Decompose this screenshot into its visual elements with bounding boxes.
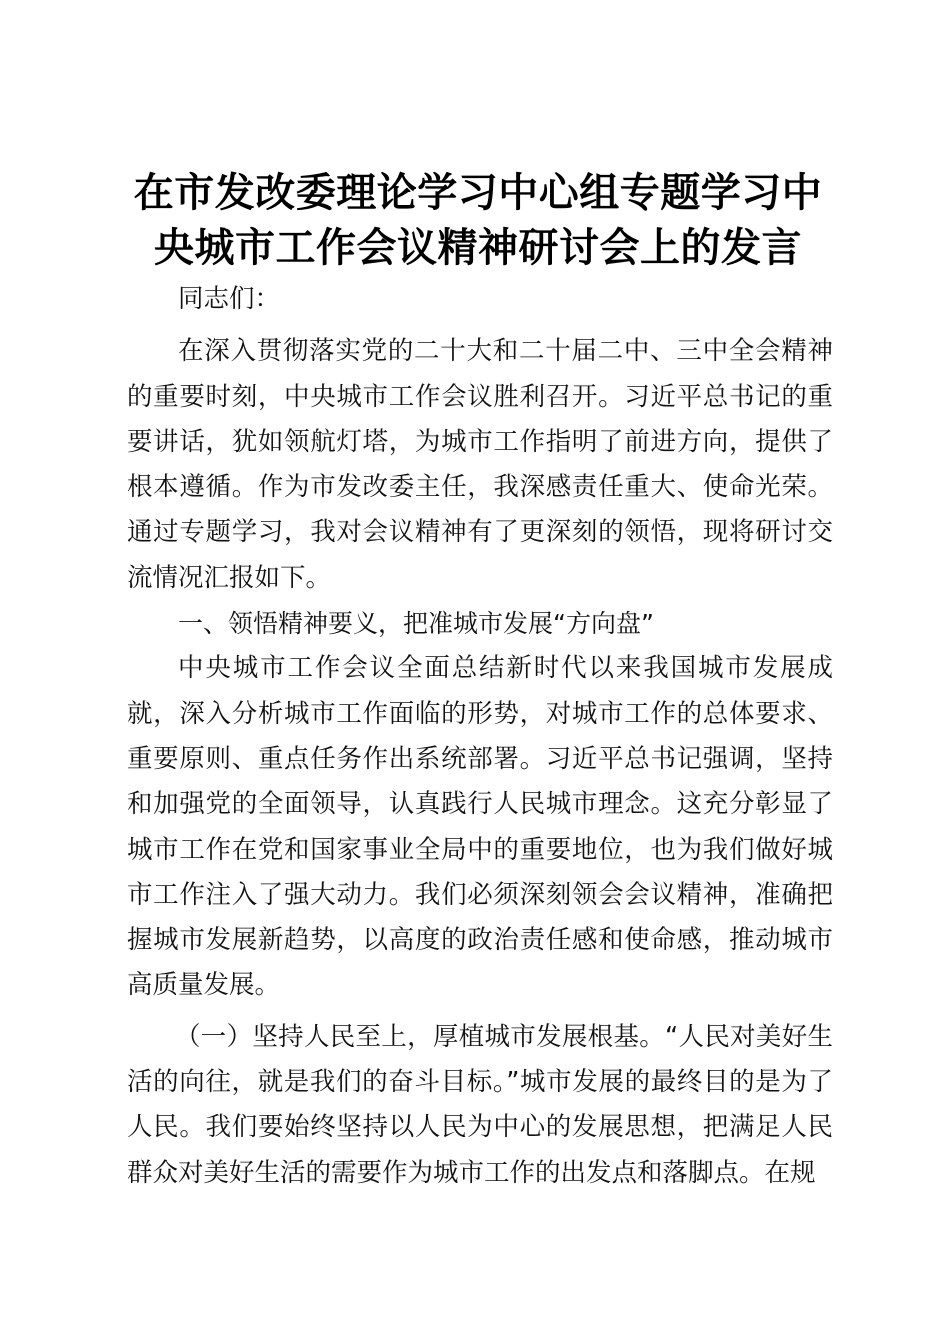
- document-title: 在市发改委理论学习中心组专题学习中央城市工作会议精神研讨会上的发言: [133, 170, 823, 271]
- section-heading: 一、领悟精神要义，把准城市发展“方向盘”: [178, 609, 654, 639]
- subsection-paragraph: （一）坚持人民至上，厚植城市发展根基。“人民对美好生活的向往，就是我们的奋斗目标。”城市发展的最终目的是为了人民。我们要始终坚持以人民为中心的发展思想，把满足人民群众对美好生活的需要作为城市工作的出发点和落脚点。在规: [127, 1021, 833, 1188]
- intro-paragraph: 在深入贯彻落实党的二十大和二十届二中、三中全会精神的重要时刻，中央城市工作会议胜利召开。习近平总书记的重要讲话，犹如领航灯塔，为城市工作指明了前进方向，提供了根本遵循。作为市发改委主任，我深感责任重大、使命光荣。通过专题学习，我对会议精神有了更深刻的领悟，现将研讨交流情况汇报如下。: [127, 336, 833, 593]
- section-paragraph: 中央城市工作会议全面总结新时代以来我国城市发展成就，深入分析城市工作面临的形势，对城市工作的总体要求、重要原则、重点任务作出系统部署。习近平总书记强调，坚持和加强党的全面领导，认真践行人民城市理念。这充分彰显了城市工作在党和国家事业全局中的重要地位，也为我们做好城市工作注入了强大动力。我们必须深刻领会会议精神，准确把握城市发展新趋势，以高度的政治责任感和使命感，推动城市高质量发展。: [127, 653, 833, 1001]
- salutation: 同志们：: [178, 284, 281, 314]
- document-body: [127, 277, 833, 1196]
